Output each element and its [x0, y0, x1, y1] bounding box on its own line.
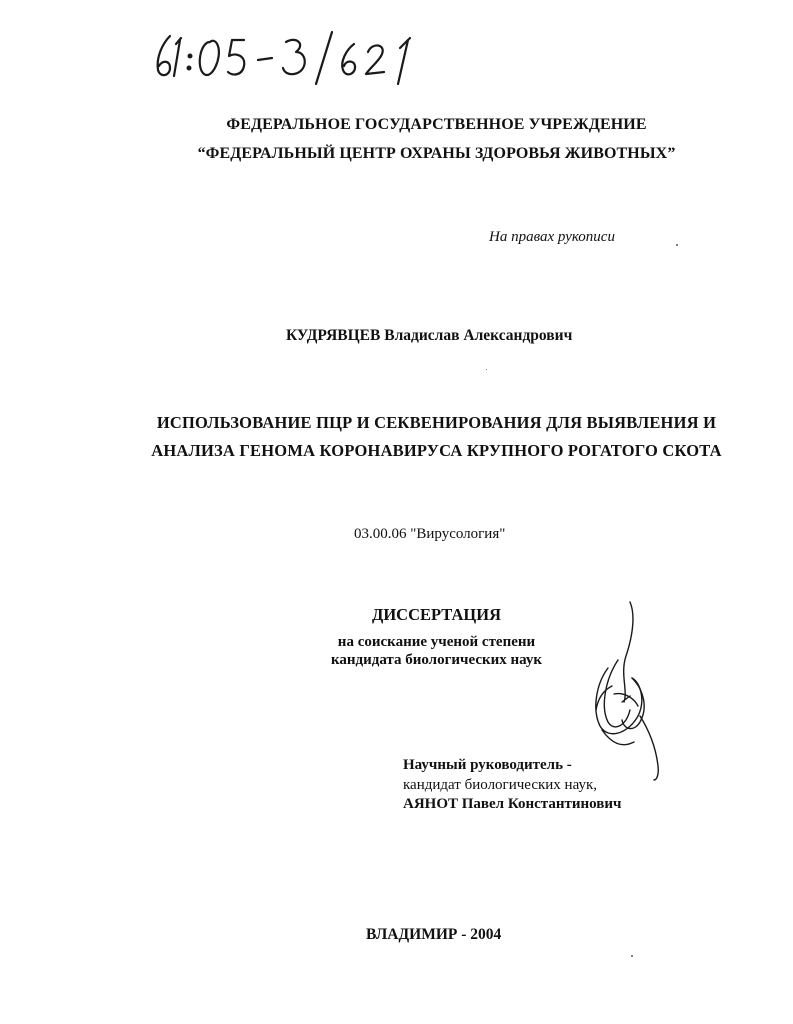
author-given-names: Владислав Александрович — [384, 327, 573, 344]
author-name — [286, 327, 572, 345]
place-and-year: ВЛАДИМИР - 2004 — [366, 926, 502, 943]
institution-line-2: “ФЕДЕРАЛЬНЫЙ ЦЕНТР ОХРАНЫ ЗДОРОВЬЯ ЖИВОТНЫХ” — [197, 145, 676, 162]
dissertation-title-line-1: ИСПОЛЬЗОВАНИЕ ПЦР И СЕКВЕНИРОВАНИЯ ДЛЯ ВЫЯВЛЕНИЯ И — [156, 413, 717, 432]
degree-line-1: на соискание ученой степени — [337, 634, 536, 650]
institution-line-1: ФЕДЕРАЛЬНОЕ ГОСУДАРСТВЕННОЕ УЧРЕЖДЕНИЕ — [226, 116, 647, 133]
document-type-heading: ДИССЕРТАЦИЯ — [372, 605, 501, 624]
manuscript-rights-note: На правах рукописи — [489, 229, 615, 245]
dissertation-title-line-2: АНАЛИЗА ГЕНОМА КОРОНАВИРУСА КРУПНОГО РОГАТОГО СКОТА — [151, 441, 722, 460]
degree-line-2: кандидата биологических наук — [330, 652, 543, 668]
supervisor-name: АЯНОТ Павел Константинович — [403, 796, 622, 812]
author-surname: КУДРЯВЦЕВ — [286, 327, 381, 344]
supervisor-degree: кандидат биологических наук, — [403, 777, 597, 793]
specialty-code: 03.00.06 "Вирусология" — [354, 526, 506, 542]
scan-speck — [631, 955, 633, 957]
supervisor-label: Научный руководитель - — [403, 757, 572, 773]
handwritten-shelfmark — [140, 18, 460, 90]
scan-speck — [676, 244, 678, 246]
handwritten-signature — [578, 598, 670, 782]
scan-speck — [486, 369, 487, 370]
